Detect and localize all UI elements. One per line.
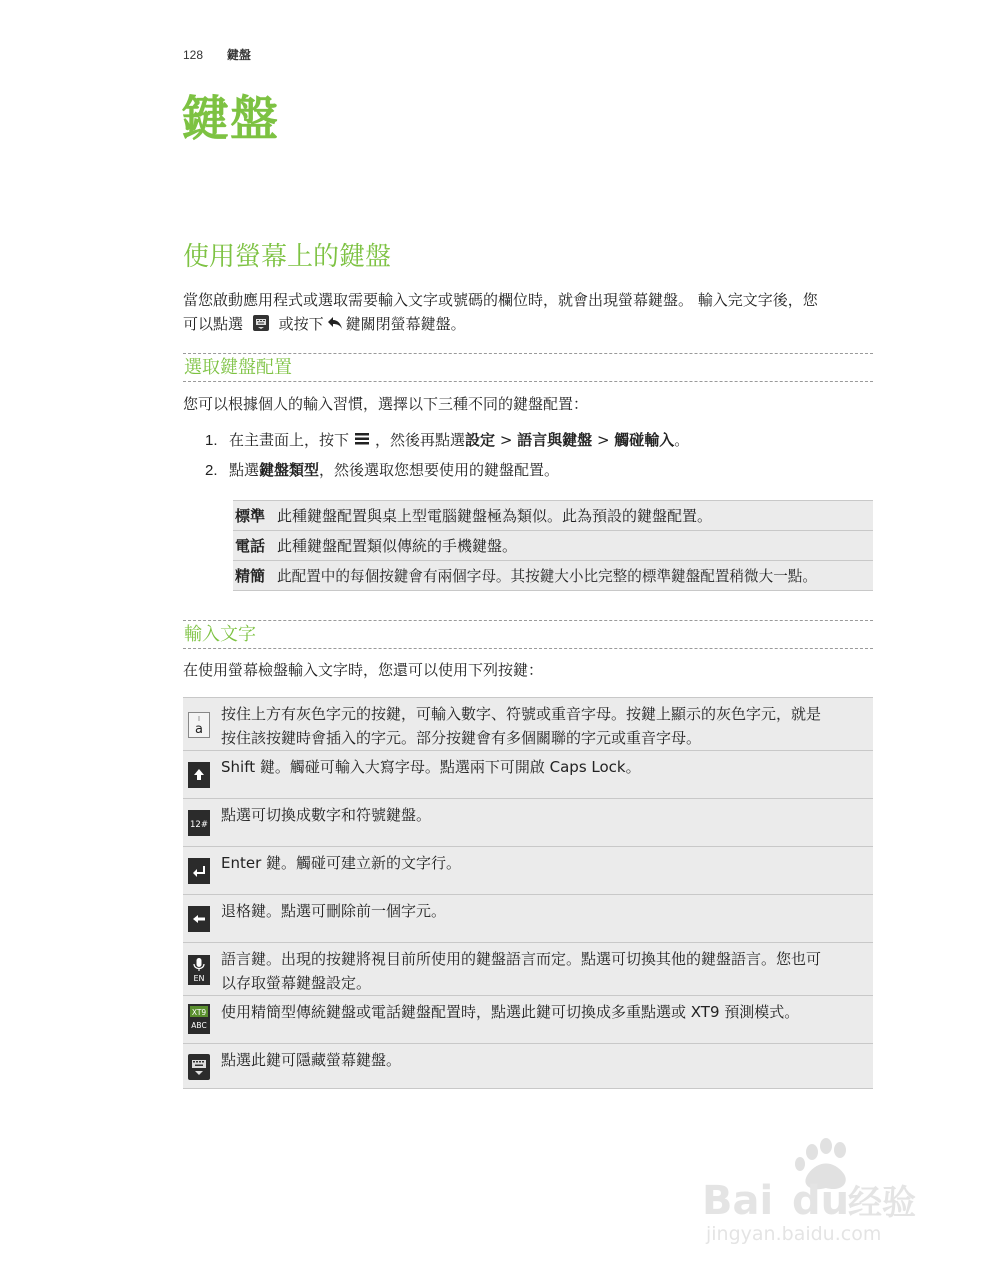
back-icon [326,314,344,332]
svg-text:经验: 经验 [848,1183,916,1223]
running-header [183,46,251,63]
subsection-title-input: 輸入文字 [184,624,256,645]
table-bottom-rule [183,1088,873,1089]
intro-line-2: 可以點選 或按下 鍵關閉螢幕鍵盤。 [183,315,466,333]
backspace-key-icon [188,906,210,932]
subsection-title-layout: 選取鍵盤配置 [184,357,292,378]
gray-char-key-icon [188,712,210,738]
svg-text:a: a [195,722,203,737]
table-row: a 按住上方有灰色字元的按鍵，可輸入數字、符號或重音字母。按鍵上顯示的灰色字元，就是 按住該按鍵時會插入的字元。部分按鍵會有多個關聯的字元或重音字母。 [183,697,873,750]
intro-line-1: 當您啟動應用程式或選取需要輸入文字或號碼的欄位時，就會出現螢幕鍵盤。 輸入完文字後，您 [183,291,818,309]
enter-key-icon [188,858,210,884]
table-row: XT9 ABC 使用精簡型傳統鍵盤或電話鍵盤配置時，點選此鍵可切換成多重點選或 XT9 預測模式。 [183,995,873,1043]
table-row: Enter 鍵。觸碰可建立新的文字行。 [183,846,873,894]
table-row [233,531,873,561]
steps-list [205,427,875,487]
table-row [233,501,873,531]
page-number: 128 [183,48,204,62]
svg-text:XT9: XT9 [191,1008,207,1017]
layout-desc: 此種鍵盤配置與桌上型電腦鍵盤極為類似。此為預設的鍵盤配置。 [275,501,873,531]
layout-desc: 此配置中的每個按鍵會有兩個字母。其按鍵大小比完整的標準鍵盤配置稍微大一點。 [275,561,873,591]
baidu-watermark [700,1130,940,1250]
section-title: 使用螢幕上的鍵盤 [183,242,392,272]
layout-name: 精簡 [233,561,275,591]
step-1: 1. 在主畫面上，按下 ，然後再點選設定 > 語言與鍵盤 > 觸碰輸入。 [205,431,690,449]
subsection-header-layout [183,353,873,382]
svg-text:Bai: Bai [702,1178,774,1224]
layout-intro: 您可以根據個人的輸入習慣，選擇以下三種不同的鍵盤配置： [183,395,589,413]
menu-icon [353,430,371,448]
subsection-header-input [183,620,873,649]
svg-text:EN: EN [193,974,205,983]
input-intro: 在使用螢幕檢盤輸入文字時，您還可以使用下列按鍵： [183,661,544,679]
table-row: 點選此鍵可隱藏螢幕鍵盤。 [183,1043,873,1089]
svg-text:jingyan.baidu.com: jingyan.baidu.com [706,1223,882,1245]
table-row: 12# 點選可切換成數字和符號鍵盤。 [183,798,873,846]
step-2: 2. 點選鍵盤類型，然後選取您想要使用的鍵盤配置。 [205,461,560,479]
intro-paragraph [183,288,873,336]
numeric-key-icon [188,810,210,836]
chapter-title: 鍵盤 [181,91,280,147]
svg-text:ABC: ABC [191,1021,207,1030]
language-key-icon [188,955,210,985]
hide-keyboard-key-icon [188,1054,210,1080]
svg-text:12#: 12# [190,820,208,830]
layout-name: 電話 [233,531,275,561]
table-row: EN 語言鍵。出現的按鍵將視目前所使用的鍵盤語言而定。點選可切換其他的鍵盤語言。您也可 以存取螢幕鍵盤設定。 [183,942,873,995]
running-title: 鍵盤 [226,48,251,62]
svg-text:du: du [792,1178,850,1224]
table-row: Shift 鍵。觸碰可輸入大寫字母。點選兩下可開啟 Caps Lock。 [183,750,873,798]
layout-name: 標準 [233,501,275,531]
keyboard-close-icon [252,314,270,332]
table-row: 退格鍵。點選可刪除前一個字元。 [183,894,873,942]
xt9-key-icon [188,1004,210,1034]
layout-table [233,500,873,591]
shift-key-icon [188,762,210,788]
layout-desc: 此種鍵盤配置類似傳統的手機鍵盤。 [275,531,873,561]
table-row [233,561,873,591]
